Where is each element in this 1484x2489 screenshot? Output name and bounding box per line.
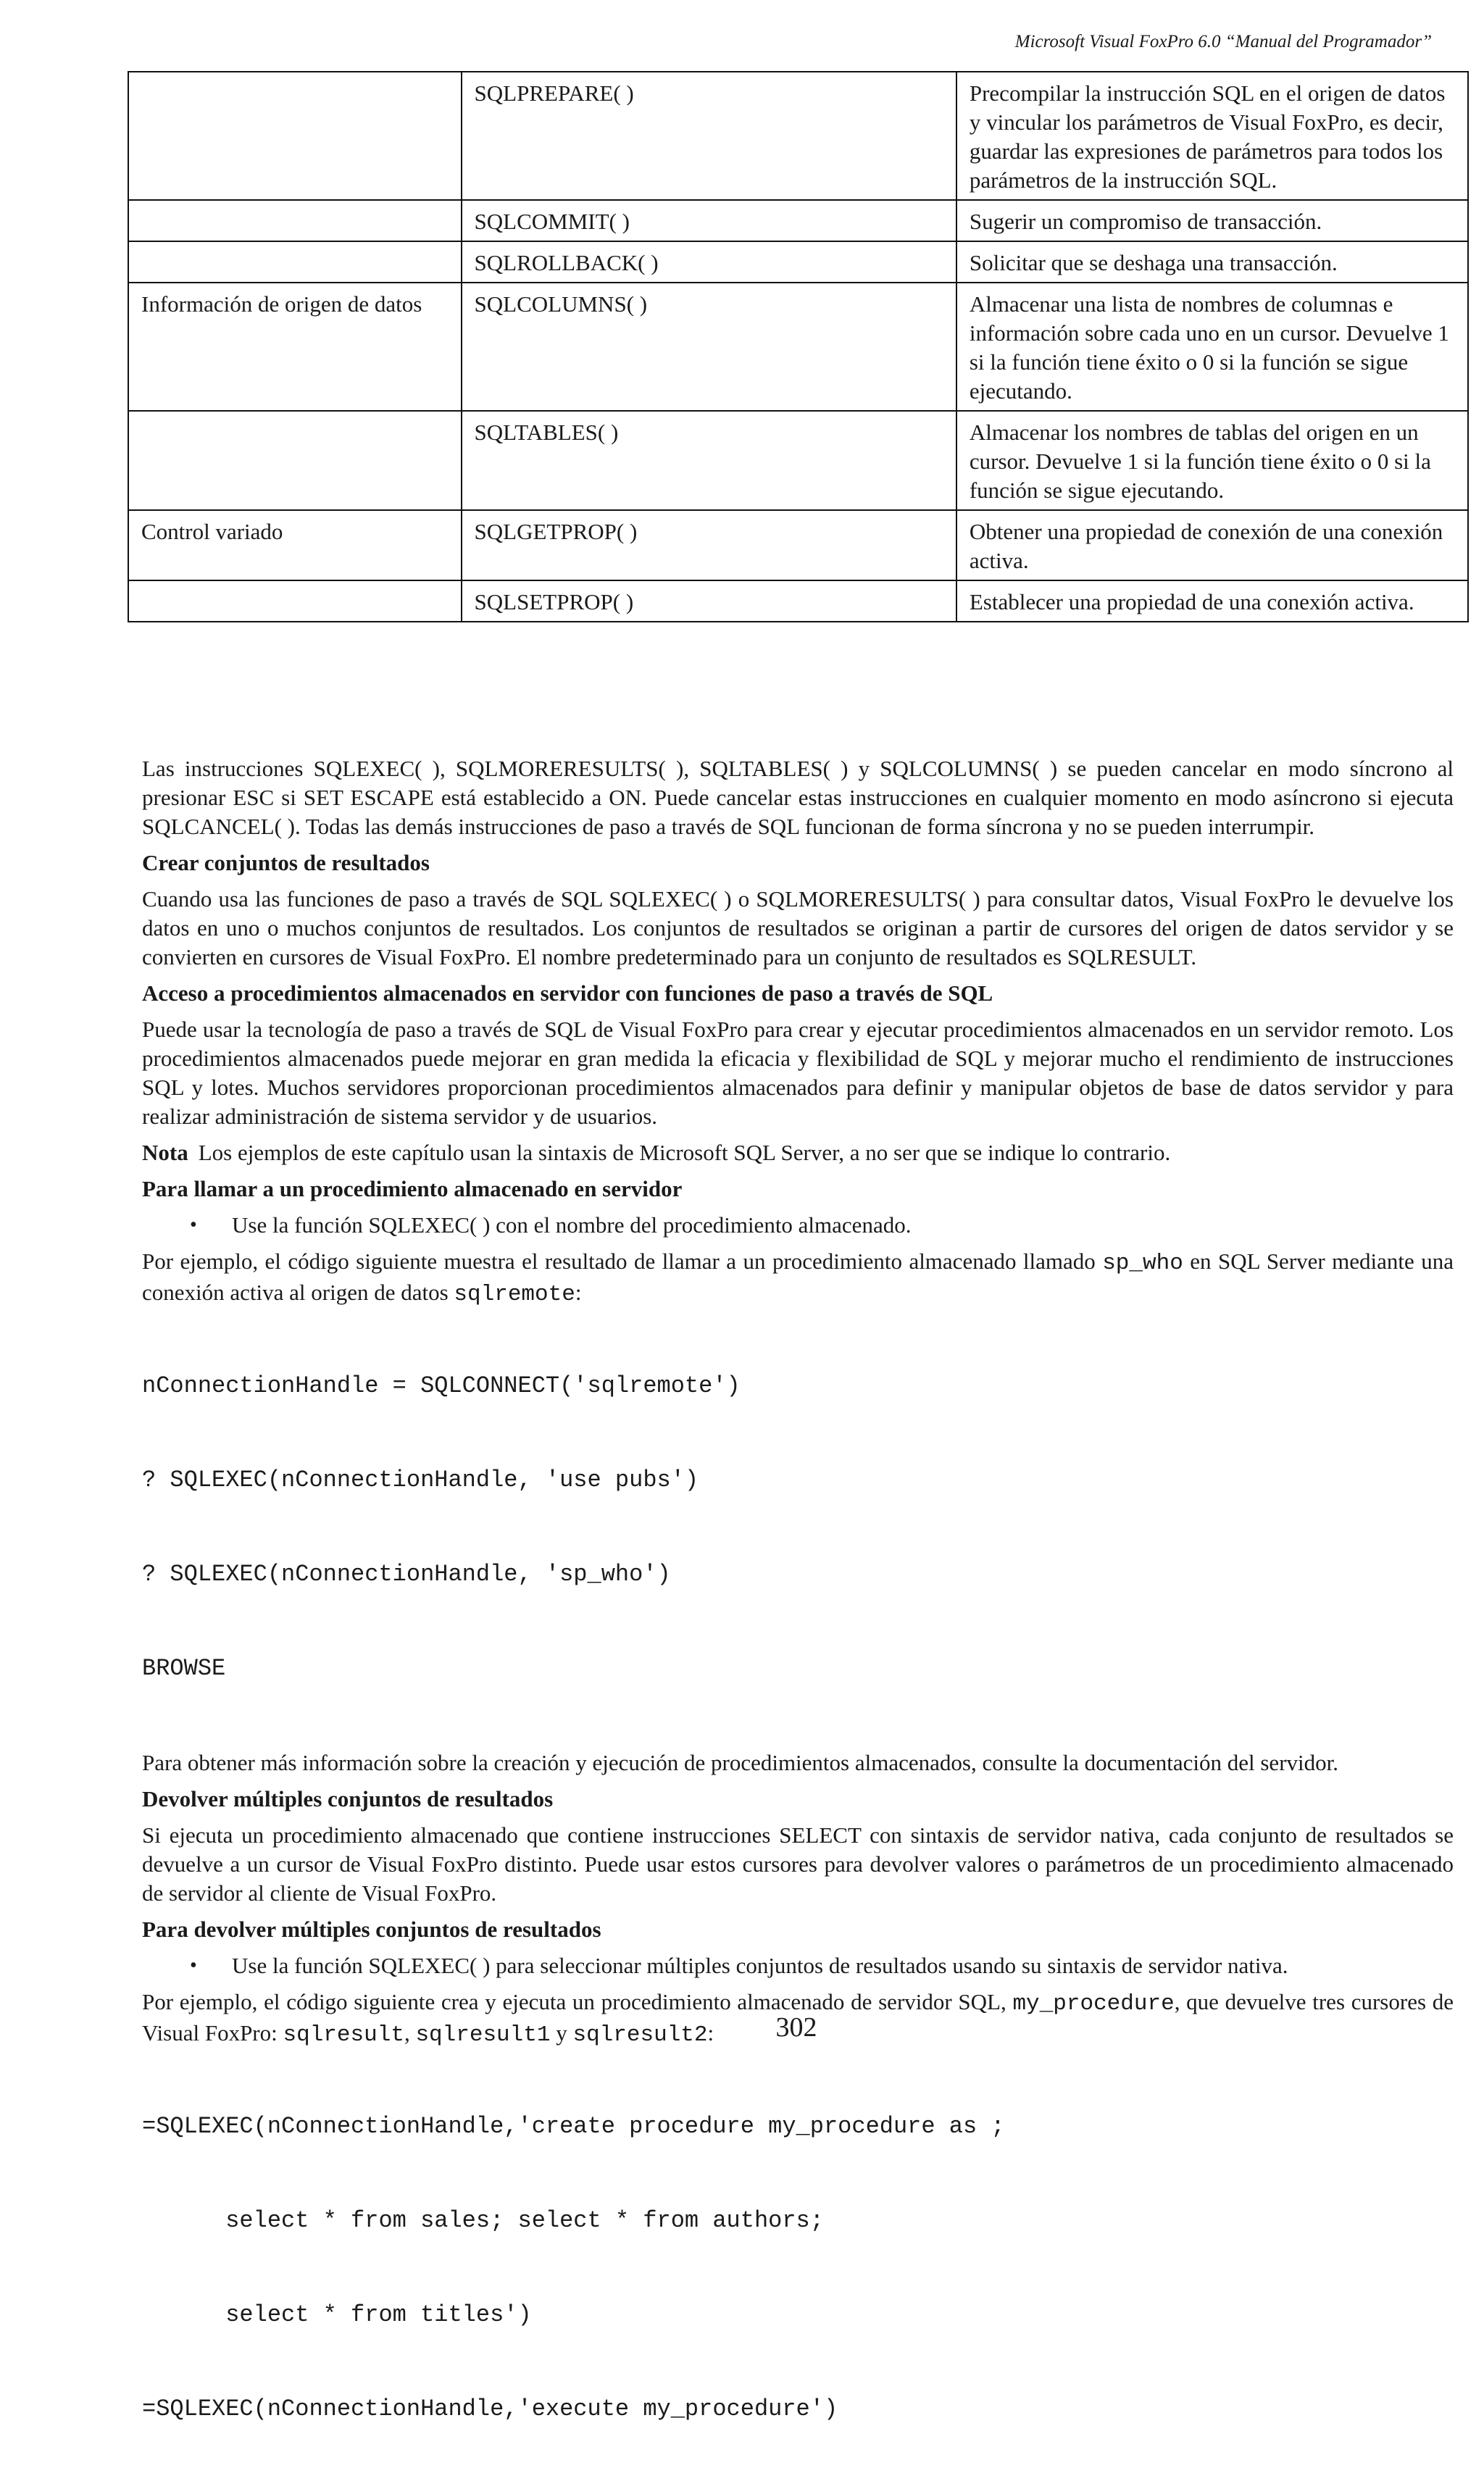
paragraph-result-sets: Cuando usa las funciones de paso a través de SQL SQLEXEC( ) o SQLMORERESULTS( ) para consultar datos, Visual FoxPro le devuelve los datos en uno o muchos conjuntos de resultados. Los conjuntos de resultados se originan a partir de cursores del origen de datos servidor y se convierten en cursores de Visual FoxPro. El nombre predeterminado para un conjunto de resultados es SQLRESULT. [142, 886, 1454, 970]
code-block-2 [142, 2054, 1454, 2489]
running-header: Microsoft Visual FoxPro 6.0 “Manual del Programador” [1014, 32, 1432, 51]
description-cell: Almacenar los nombres de tablas del origen en un cursor. Devuelve 1 si la función tiene éxito o 0 si la función se sigue ejecutando. [956, 411, 1468, 510]
function-cell: SQLCOLUMNS( ) [462, 283, 956, 411]
paragraph-cancel: Las instrucciones SQLEXEC( ), SQLMORERESULTS( ), SQLTABLES( ) y SQLCOLUMNS( ) se pueden cancelar en modo síncrono al presionar ESC si SET ESCAPE está establecido a ON. Puede cancelar estas instrucciones en cualquier momento en modo asíncrono si ejecuta SQLCANCEL( ). Todas las demás instrucciones de paso a través de SQL funcionan de forma síncrona y no se pueden interrumpir. [142, 756, 1454, 839]
category-cell [128, 241, 462, 283]
function-cell: SQLTABLES( ) [462, 411, 956, 510]
description-cell: Precompilar la instrucción SQL en el origen de datos y vincular los parámetros de Visual FoxPro, es decir, guardar las expresiones de parámetros para todos los parámetros de la instrucción SQL. [956, 72, 1468, 200]
table-row [128, 200, 1468, 241]
text-run: Por ejemplo, el código siguiente muestra el resultado de llamar a un procedimiento almacenado llamado [142, 1248, 1103, 1274]
text-run: : [707, 2020, 714, 2046]
text-run: en SQL Server mediante una conexión activa al origen de datos [142, 1248, 1454, 1305]
sql-functions-table [128, 71, 1469, 622]
text-run: : [575, 1280, 582, 1305]
description-cell: Obtener una propiedad de conexión de una conexión activa. [956, 510, 1468, 580]
paragraph-more-info: Para obtener más información sobre la creación y ejecución de procedimientos almacenados, consulte la documentación del servidor. [142, 1750, 1338, 1775]
description-cell: Solicitar que se deshaga una transacción. [956, 241, 1468, 283]
text-run: , [404, 2020, 416, 2046]
code-line: ? SQLEXEC(nConnectionHandle, 'use pubs') [142, 1467, 699, 1493]
text-run: y [550, 2020, 573, 2046]
function-cell: SQLSETPROP( ) [462, 580, 956, 622]
inline-code: sp_who [1102, 1251, 1183, 1276]
inline-code: sqlresult1 [415, 2022, 551, 2048]
code-line: =SQLEXEC(nConnectionHandle,'create procedure my_procedure as ; [142, 2113, 1005, 2140]
inline-code: sqlresult2 [572, 2022, 708, 2048]
code-line: BROWSE [142, 1655, 226, 1682]
function-cell: SQLROLLBACK( ) [462, 241, 956, 283]
code-line: nConnectionHandle = SQLCONNECT('sqlremote') [142, 1372, 741, 1399]
function-cell: SQLCOMMIT( ) [462, 200, 956, 241]
code-line: ? SQLEXEC(nConnectionHandle, 'sp_who') [142, 1561, 671, 1588]
bullet-icon: • [190, 1214, 197, 1236]
code-line: select * from titles') [142, 2301, 532, 2328]
table-row [128, 580, 1468, 622]
inline-code: sqlresult [283, 2022, 404, 2048]
category-cell [128, 580, 462, 622]
note-text: Los ejemplos de este capítulo usan la sintaxis de Microsoft SQL Server, a no ser que se indique lo contrario. [198, 1140, 1171, 1165]
function-cell: SQLGETPROP( ) [462, 510, 956, 580]
heading-multiple-results: Devolver múltiples conjuntos de resultados [142, 1786, 554, 1811]
category-cell [128, 411, 462, 510]
text-run: Por ejemplo, el código siguiente crea y ejecuta un procedimiento almacenado de servidor SQL, [142, 1989, 1013, 2014]
bullet-item [142, 1951, 1454, 1980]
paragraph-stored-procedures: Puede usar la tecnología de paso a través de SQL de Visual FoxPro para crear y ejecutar procedimientos almacenados en un servidor remoto. Los procedimientos almacenados puede mejorar en gran medida la eficacia y flexibilidad de SQL y mejorar mucho el rendimiento de instrucciones SQL y lotes. Muchos servidores proporcionan procedimientos almacenados para definir y manipular objetos de base de datos servidor y para realizar administración de sistema servidor y de usuarios. [142, 1017, 1454, 1129]
code-line: =SQLEXEC(nConnectionHandle,'execute my_procedure') [142, 2396, 838, 2422]
note-label: Nota [142, 1140, 188, 1165]
table-row [128, 241, 1468, 283]
category-cell: Control variado [128, 510, 462, 580]
category-cell [128, 200, 462, 241]
description-cell: Sugerir un compromiso de transacción. [956, 200, 1468, 241]
category-cell [128, 72, 462, 200]
table-row [128, 283, 1468, 411]
category-cell: Información de origen de datos [128, 283, 462, 411]
bullet-icon: • [190, 1954, 197, 1977]
description-cell: Establecer una propiedad de una conexión activa. [956, 580, 1468, 622]
heading-call-procedure: Para llamar a un procedimiento almacenado en servidor [142, 1176, 683, 1201]
heading-result-sets: Crear conjuntos de resultados [142, 850, 430, 875]
description-cell: Almacenar una lista de nombres de columnas e información sobre cada uno en un cursor. Devuelve 1 si la función tiene éxito o 0 si la función se sigue ejecutando. [956, 283, 1468, 411]
heading-stored-procedures: Acceso a procedimientos almacenados en servidor con funciones de paso a través de SQL [142, 980, 993, 1006]
heading-return-multiple: Para devolver múltiples conjuntos de resultados [142, 1917, 601, 1942]
note [142, 1138, 1454, 1167]
function-cell: SQLPREPARE( ) [462, 72, 956, 200]
table-row [128, 510, 1468, 580]
code-block-1 [142, 1314, 1454, 1748]
page-number: 302 [775, 2012, 817, 2043]
inline-code: sqlremote [454, 1282, 575, 1307]
table-row [128, 72, 1468, 200]
inline-code: my_procedure [1012, 1991, 1175, 2017]
bullet-text: Use la función SQLEXEC( ) para seleccionar múltiples conjuntos de resultados usando su sintaxis de servidor nativa. [232, 1953, 1288, 1978]
bullet-item [142, 1211, 1454, 1240]
bullet-text: Use la función SQLEXEC( ) con el nombre del procedimiento almacenado. [232, 1212, 912, 1238]
body-text [142, 754, 1454, 2489]
paragraph-multiple-results: Si ejecuta un procedimiento almacenado que contiene instrucciones SELECT con sintaxis de servidor nativa, cada conjunto de resultados se devuelve a un cursor de Visual FoxPro distinto. Puede usar estos cursores para devolver valores o parámetros de un procedimiento almacenado de servidor al cliente de Visual FoxPro. [142, 1822, 1454, 1906]
text-run: , que devuelve tres cursores de Visual FoxPro: [142, 1989, 1454, 2046]
code-line: select * from sales; select * from authors; [142, 2207, 824, 2234]
paragraph-example-1 [142, 1247, 1454, 1309]
table-row [128, 411, 1468, 510]
